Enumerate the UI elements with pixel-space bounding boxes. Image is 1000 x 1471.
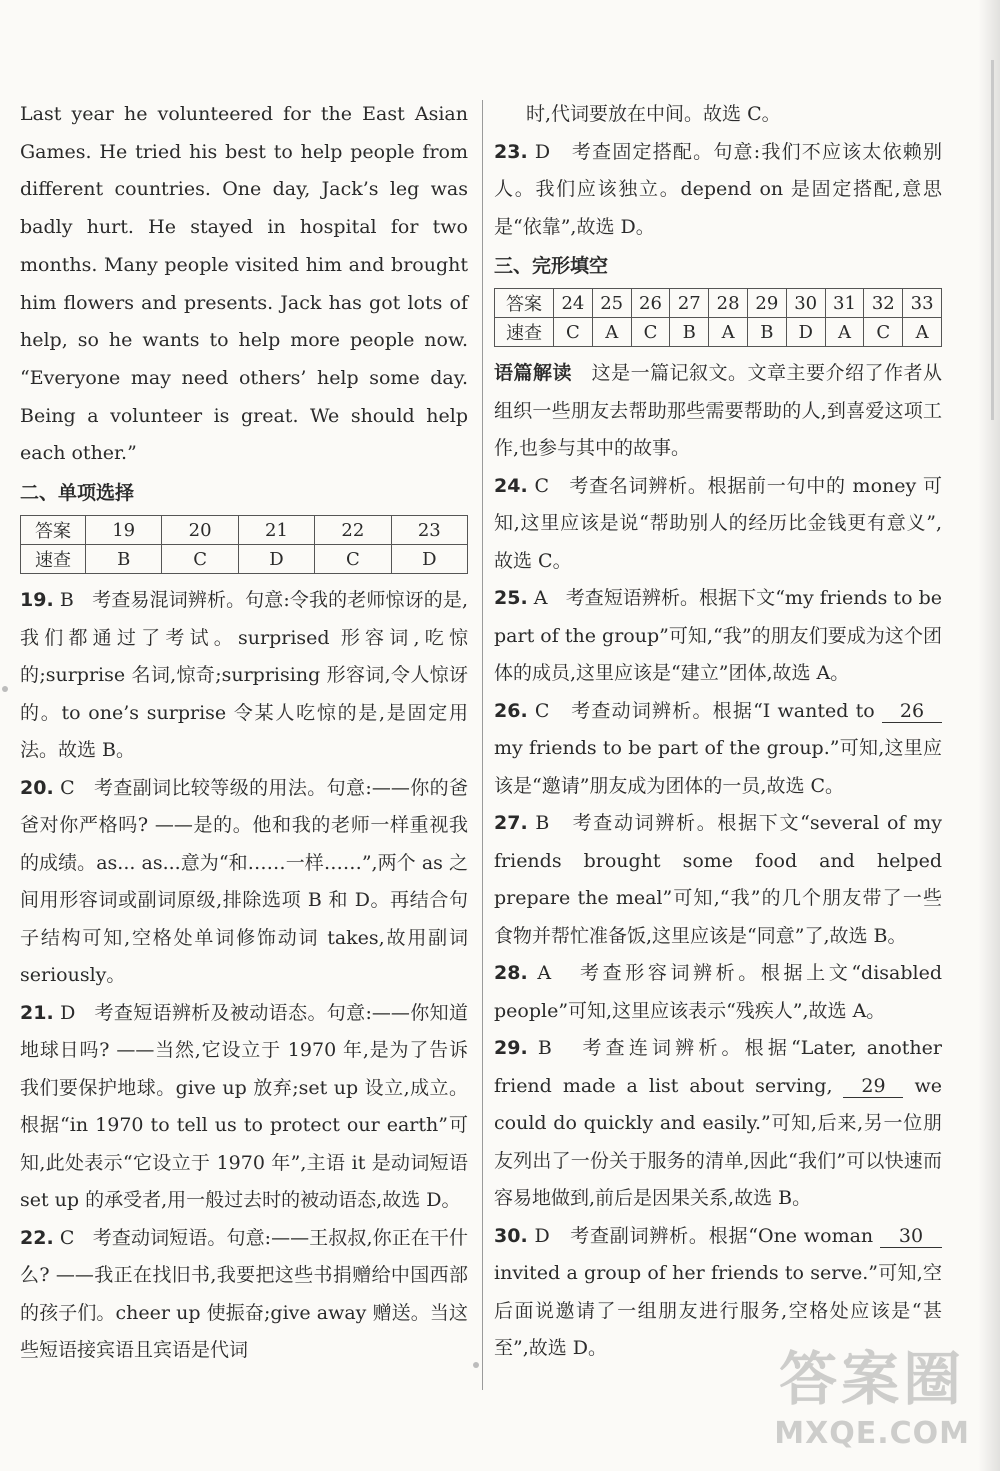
- section-cloze-title: 三、完形填空: [494, 255, 609, 277]
- table-row-label: 答案: [495, 289, 554, 318]
- answer-item-20: 20. C 考查副词比较等级的用法。句意:——你的爸爸对你严格吗? ——是的。他和我的老师一样重视我的成绩。as... as...意为“和……一样……”,两个 as 之间用形容词或副词原级,排除选项 B 和 D。再结合句子结构可知,空格处单词修饰动词 takes,故用副词 seriously。: [20, 776, 468, 987]
- table-cell-num: 31: [825, 289, 864, 318]
- table-cell-answer: B: [86, 545, 162, 574]
- watermark: [774, 1332, 970, 1451]
- answer-item-29: 29. B 考查连词辨析。根据“Later, another friend made a list about serving, 29 we could do quickly and easily.”可知,后来,另一位朋友列出了一份关于服务的清单,因此“我们”可以快速而容易地做到,前后是因果关系,故选 B。: [494, 1037, 942, 1209]
- table-cell-num: 33: [903, 289, 942, 318]
- table-cell-num: 22: [315, 516, 391, 545]
- binding-dot: [2, 686, 8, 692]
- table-cell-num: 25: [592, 289, 631, 318]
- table-cell-answer: C: [631, 318, 670, 347]
- table-cell-num: 32: [864, 289, 903, 318]
- table-cell-answer: B: [747, 318, 786, 347]
- binding-dot: [473, 1362, 479, 1368]
- column-divider: [482, 100, 483, 1390]
- table-row-label: 答案: [21, 516, 86, 545]
- table-cell-answer: D: [786, 318, 825, 347]
- table-cell-answer: C: [315, 545, 391, 574]
- page-edge-mark: [991, 60, 994, 420]
- answer-table-cloze: [494, 288, 942, 347]
- left-column: [20, 96, 468, 1370]
- answer-item-22: 22. C 考查动词短语。句意:——王叔叔,你正在干什么? ——我正在找旧书,我要把这些书捐赠给中国西部的孩子们。cheer up 使振奋;give away 赠送。当这些短语接宾语且宾语是代词: [20, 1226, 468, 1362]
- table-cell-num: 19: [86, 516, 162, 545]
- answer-item-22-continued: 时,代词要放在中间。故选 C。: [526, 103, 781, 125]
- table-cell-num: 29: [747, 289, 786, 318]
- table-cell-num: 23: [391, 516, 467, 545]
- table-cell-num: 20: [162, 516, 238, 545]
- page-edge-shadow: [978, 0, 1000, 1471]
- right-column: [494, 96, 942, 1368]
- table-cell-num: 28: [709, 289, 748, 318]
- table-cell-answer: A: [592, 318, 631, 347]
- answer-item-30: 30. D 考查副词辨析。根据“One woman 30 invited a group of her friends to serve.”可知,空后面说邀请了一组朋友进行服务,空格处应该是“甚至”,故选 D。: [494, 1224, 942, 1359]
- table-cell-num: 21: [238, 516, 314, 545]
- section-single-choice-title: 二、单项选择: [20, 482, 135, 505]
- table-cell-answer: C: [864, 318, 903, 347]
- table-cell-answer: A: [825, 318, 864, 347]
- watermark-logo: 答案圈: [779, 1345, 966, 1413]
- answer-item-27: 27. B 考查动词辨析。根据下文“several of my friends brought some food and helped prepare the meal”可知,“我”的几个朋友带了一些食物并帮忙准备饭,这里应该是“同意”了,故选 B。: [494, 812, 942, 947]
- answer-item-19: 19. B 考查易混词辨析。句意:令我的老师惊讶的是,我们都通过了考试。surprised 形容词,吃惊的;surprise 名词,惊奇;surprising 形容词,令人惊讶的。to one’s surprise 令某人吃惊的是,是固定用法。故选 B。: [20, 589, 468, 762]
- table-cell-answer: D: [238, 545, 314, 574]
- table-cell-num: 26: [631, 289, 670, 318]
- answer-item-23: 23. D 考查固定搭配。句意:我们不应该太依赖别人。我们应该独立。depend on 是固定搭配,意思是“依靠”,故选 D。: [494, 140, 943, 238]
- table-cell-answer: A: [903, 318, 942, 347]
- table-cell-num: 27: [670, 289, 709, 318]
- answer-item-28: 28. A 考查形容词辨析。根据上文“disabled people”可知,这里应该表示“残疾人”,故选 A。: [494, 962, 942, 1022]
- answer-item-26: 26. C 考查动词辨析。根据“I wanted to 26 my friends to be part of the group.”可知,这里应该是“邀请”朋友成为团体的一员,故选 C。: [494, 699, 942, 797]
- table-cell-num: 30: [786, 289, 825, 318]
- blank-29: 29: [843, 1075, 903, 1098]
- table-cell-answer: B: [670, 318, 709, 347]
- table-cell-answer: C: [554, 318, 593, 347]
- watermark-url: MXQE.COM: [774, 1416, 970, 1451]
- answer-item-21: 21. D 考查短语辨析及被动语态。句意:——你知道地球日吗? ——当然,它设立于 1970 年,是为了告诉我们要保护地球。give up 放弃;set up 设立,成立。根据“in 1970 to tell us to protect our earth”可知,此处表示“它设立于 1970 年”,主语 it 是动词短语 set up 的承受者,用一般过去时的被动语态,故选 D。: [20, 1001, 469, 1212]
- answer-table-single-choice: [20, 515, 468, 574]
- table-cell-answer: A: [709, 318, 748, 347]
- table-cell-num: 24: [554, 289, 593, 318]
- answer-item-25: 25. A 考查短语辨析。根据下文“my friends to be part of the group”可知,“我”的朋友们要成为这个团体的成员,这里应该是“建立”团体,故选 A。: [494, 587, 942, 684]
- reading-analysis: 语篇解读 这是一篇记叙文。文章主要介绍了作者从组织一些朋友去帮助那些需要帮助的人,到喜爱这项工作,也参与其中的故事。: [494, 362, 942, 459]
- reading-analysis-label: 语篇解读: [494, 362, 572, 384]
- blank-26: 26: [882, 700, 942, 723]
- answer-item-24: 24. C 考查名词辨析。根据前一句中的 money 可知,这里应该是说“帮助别人的经历比金钱更有意义”,故选 C。: [494, 474, 943, 572]
- table-cell-answer: C: [162, 545, 238, 574]
- table-row-label: 速查: [495, 318, 554, 347]
- table-cell-answer: D: [391, 545, 467, 574]
- table-row-label: 速查: [21, 545, 86, 574]
- blank-30: 30: [880, 1225, 942, 1248]
- passage-text: Last year he volunteered for the East Asian Games. He tried his best to help people from different countries. One day, Jack’s leg was badly hurt. He stayed in hospital for two months. Many people visited him and brought him flowers and presents. Jack has got lots of help, so he wants to help more people now. “Everyone may need others’ help some day. Being a volunteer is great. We should help each other.”: [20, 103, 468, 465]
